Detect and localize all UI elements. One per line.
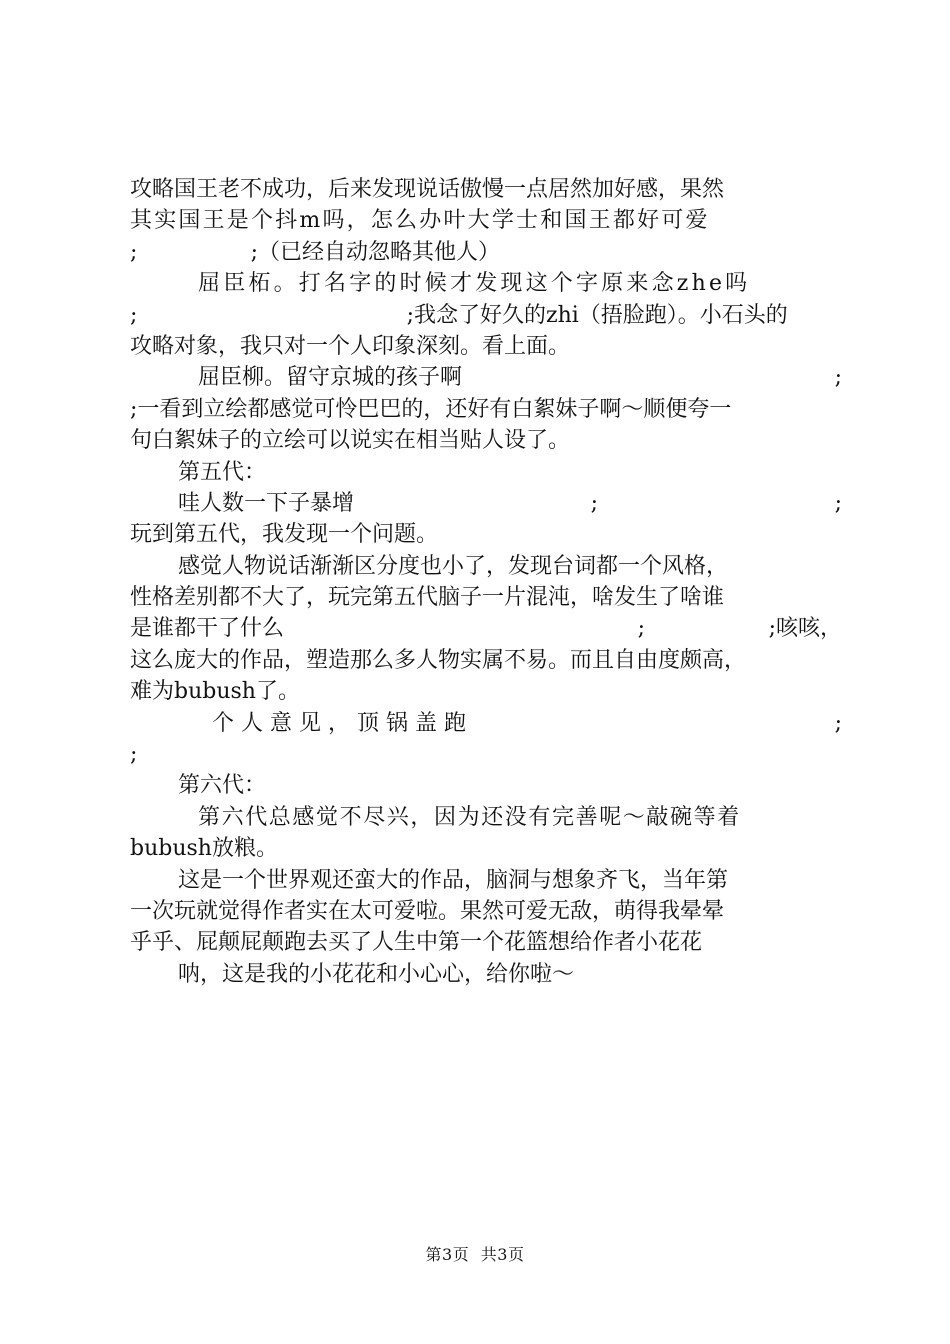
text-line: ;一看到立绘都感觉可怜巴巴的，还好有白絮妹子啊～顺便夸一 <box>130 396 732 422</box>
text-line: 这是一个世界观还蛮大的作品，脑洞与想象齐飞，当年第 <box>178 867 729 893</box>
document-body <box>130 174 842 990</box>
page-footer <box>0 1242 950 1265</box>
text-line: ; ;（已经自动忽略其他人） <box>130 239 500 265</box>
text-line: 第五代： <box>178 459 267 485</box>
text-line: 呐，这是我的小花花和小心心，给你啦～ <box>178 961 575 987</box>
text-line: 一次玩就觉得作者实在太可爱啦。果然可爱无敌，萌得我晕晕 <box>130 898 725 924</box>
text-line: 感觉人物说话渐渐区分度也小了，发现台词都一个风格， <box>178 553 729 579</box>
page-number: 第3页 <box>425 1245 470 1264</box>
text-line: 哇人数一下子暴增 ; ; <box>178 490 842 516</box>
text-line: 第六代： <box>178 773 267 799</box>
text-line: 这么庞大的作品，塑造那么多人物实属不易。而且自由度颇高， <box>130 647 747 673</box>
text-line: 句白絮妹子的立绘可以说实在相当贴人设了。 <box>130 428 571 454</box>
text-line: 乎乎、屁颠屁颠跑去买了人生中第一个花篮想给作者小花花 <box>130 930 703 956</box>
text-line: bubush放粮。 <box>130 836 278 862</box>
text-line: 攻略国王老不成功，后来发现说话傲慢一点居然加好感，果然 <box>130 177 725 202</box>
text-line: 性格差别都不大了，玩完第五代脑子一片混沌，啥发生了啥谁 <box>130 585 725 611</box>
text-line: 第六代总感觉不尽兴，因为还没有完善呢～敲碗等着 <box>198 804 741 830</box>
text-line: 个 人 意 见 ， 顶 锅 盖 跑 ; <box>212 710 842 736</box>
text-line: ; <box>130 742 138 768</box>
text-line: ; ;我念了好久的zhi（捂脸跑）。小石头的 <box>130 302 788 328</box>
text-line: 屈臣柳。留守京城的孩子啊 ; <box>198 365 842 391</box>
text-line: 玩到第五代，我发现一个问题。 <box>130 522 439 548</box>
text-line: 屈臣柘。打名字的时候才发现这个字原来念zhe吗 <box>198 271 751 297</box>
text-line: 攻略对象，我只对一个人印象深刻。看上面。 <box>130 333 571 359</box>
text-line: 难为bubush了。 <box>130 679 300 705</box>
text-line: 是谁都干了什么 ; ;咳咳， <box>130 616 842 642</box>
page-total: 共3页 <box>480 1245 525 1264</box>
text-line: 其实国王是个抖m吗，怎么办叶大学士和国王都好可爱 <box>130 208 710 234</box>
